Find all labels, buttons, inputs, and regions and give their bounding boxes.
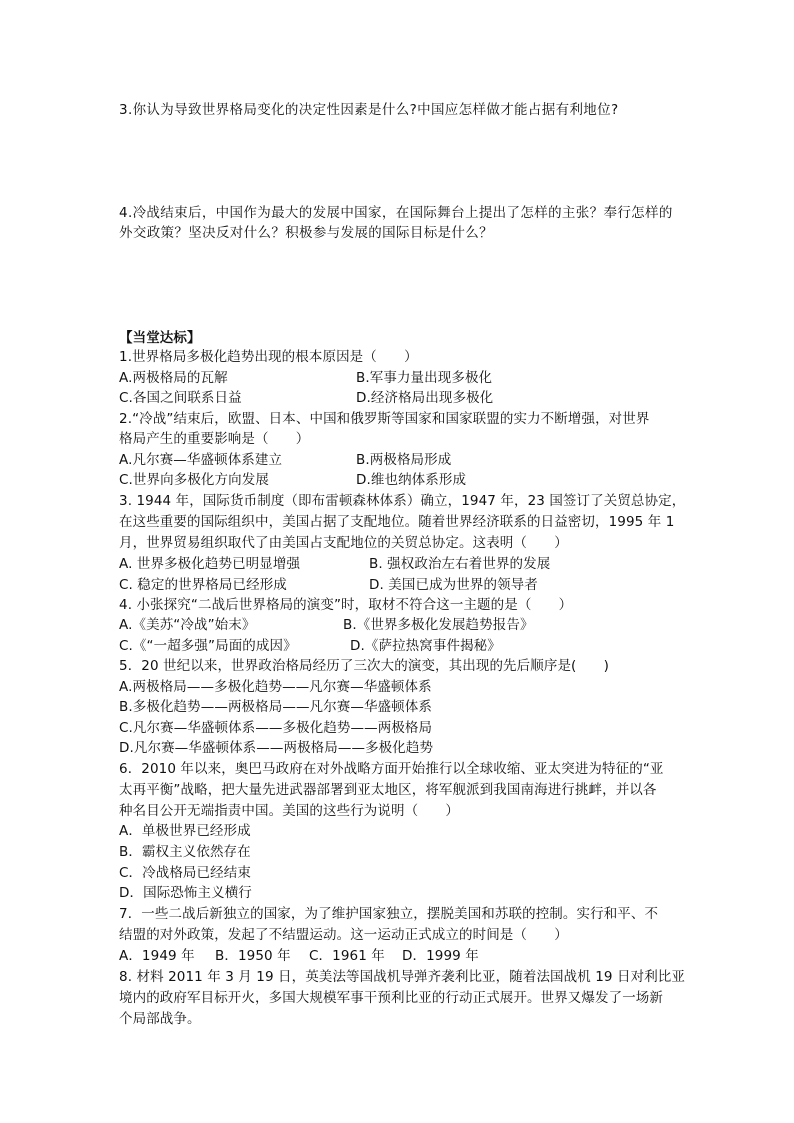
q6-stem-line-2: 太再平衡”战略，把大量先进武器部署到亚太地区，将军舰派到我国南海进行挑衅，并以各 xyxy=(119,782,657,798)
q5-option-c: C.凡尔赛—华盛顿体系——多极化趋势——两极格局 xyxy=(119,720,433,736)
q7-stem-line-2: 结盟的对外政策，发起了不结盟运动。这一运动正式成立的时间是（ ） xyxy=(119,927,568,943)
q3-stem-line-3: 月，世界贸易组织取代了由美国占支配地位的关贸总协定。这表明（ ） xyxy=(119,535,568,551)
q7-option-c: C．1961 年 xyxy=(309,948,385,964)
q6-option-b: B．霸权主义依然存在 xyxy=(119,844,251,860)
question-4-open-line-2: 外交政策？坚决反对什么？积极参与发展的国际目标是什么？ xyxy=(119,225,493,241)
q1-stem: 1.世界格局多极化趋势出现的根本原因是（ ） xyxy=(119,349,418,365)
question-3-open: 3.你认为导致世界格局变化的决定性因素是什么?中国应怎样做才能占据有利地位? xyxy=(119,102,619,118)
q6-option-d: D．国际恐怖主义横行 xyxy=(119,885,252,901)
q7-option-d: D．1999 年 xyxy=(402,948,479,964)
q3-option-b: B. 强权政治左右着世界的发展 xyxy=(369,556,551,572)
q2-option-c: C.世界向多极化方向发展 xyxy=(119,472,269,488)
q4-option-b: B.《世界多极化发展趋势报告》 xyxy=(343,617,534,633)
q1-option-a: A.两极格局的瓦解 xyxy=(119,370,228,386)
question-4-open-line-1: 4.冷战结束后，中国作为最大的发展中国家，在国际舞台上提出了怎样的主张？奉行怎样的 xyxy=(119,205,673,221)
q5-option-d: D.凡尔赛—华盛顿体系——两极格局——多极化趋势 xyxy=(119,740,434,756)
q6-option-c: C．冷战格局已经结束 xyxy=(119,865,251,881)
q6-stem-line-1: 6．2010 年以来，奥巴马政府在对外战略方面开始推行以全球收缩、亚太突进为特征的“亚 xyxy=(119,761,664,777)
q3-option-d: D. 美国已成为世界的领导者 xyxy=(369,577,538,593)
q4-option-a: A.《美苏“冷战”始末》 xyxy=(119,617,256,633)
q7-stem-line-1: 7．一些二战后新独立的国家，为了维护国家独立，摆脱美国和苏联的控制。实行和平、不 xyxy=(119,906,659,922)
q1-option-b: B.军事力量出现多极化 xyxy=(356,370,493,386)
section-title: 【当堂达标】 xyxy=(119,330,201,346)
q4-option-c: C.《“一超多强”局面的成因》 xyxy=(119,638,297,654)
q1-option-d: D.经济格局出现多极化 xyxy=(356,390,494,406)
q2-options-row-1 xyxy=(119,450,452,470)
q1-option-c: C.各国之间联系日益 xyxy=(119,390,242,406)
q7-options-row xyxy=(119,946,479,966)
q2-options-row-2 xyxy=(119,470,467,490)
q4-options-row-2 xyxy=(119,636,501,656)
q5-option-b: B.多极化趋势——两极格局——凡尔赛—华盛顿体系 xyxy=(119,699,432,715)
q3-option-a: A. 世界多极化趋势已明显增强 xyxy=(119,556,301,572)
q6-option-a: A．单极世界已经形成 xyxy=(119,823,251,839)
q4-stem: 4. 小张探究“二战后世界格局的演变”时，取材不符合这一主题的是（ ） xyxy=(119,597,573,613)
q3-stem-line-1: 3. 1944 年，国际货币制度（即布雷顿森林体系）确立，1947 年，23 国签订了关贸总协定， xyxy=(119,493,686,509)
q4-options-row-1 xyxy=(119,615,534,635)
q5-stem: 5．20 世纪以来，世界政治格局经历了三次大的演变，其出现的先后顺序是( ) xyxy=(119,658,609,674)
q8-stem-line-3: 个局部战争。 xyxy=(119,1011,201,1027)
q2-option-b: B.两极格局形成 xyxy=(356,452,452,468)
q2-stem-line-2: 格局产生的重要影响是（ ） xyxy=(119,431,310,447)
q1-options-row-1 xyxy=(119,368,493,388)
q1-options-row-2 xyxy=(119,388,494,408)
q6-stem-line-3: 种名目公开无端指责中国。美国的这些行为说明（ ） xyxy=(119,803,459,819)
q2-option-d: D.维也纳体系形成 xyxy=(356,472,467,488)
q5-option-a: A.两极格局——多极化趋势——凡尔赛—华盛顿体系 xyxy=(119,679,432,695)
q8-stem-line-1: 8. 材料 2011 年 3 月 19 日，英美法等国战机导弹齐袭利比亚，随着法国战机 19 日对利比亚 xyxy=(119,969,686,985)
q2-stem-line-1: 2.“冷战”结束后，欧盟、日本、中国和俄罗斯等国家和国家联盟的实力不断增强，对世界 xyxy=(119,411,650,427)
q4-option-d: D.《萨拉热窝事件揭秘》 xyxy=(350,638,501,654)
q3-options-row-1 xyxy=(119,554,551,574)
q2-option-a: A.凡尔赛—华盛顿体系建立 xyxy=(119,452,283,468)
q3-option-c: C. 稳定的世界格局已经形成 xyxy=(119,577,287,593)
q3-stem-line-2: 在这些重要的国际组织中，美国占据了支配地位。随着世界经济联系的日益密切，1995 年 1 xyxy=(119,514,675,530)
q8-stem-line-2: 境内的政府军目标开火，多国大规模军事干预利比亚的行动正式展开。世界又爆发了一场新 xyxy=(119,990,663,1006)
q7-option-a: A．1949 年 xyxy=(119,948,195,964)
q7-option-b: B．1950 年 xyxy=(215,948,291,964)
q3-options-row-2 xyxy=(119,575,538,595)
